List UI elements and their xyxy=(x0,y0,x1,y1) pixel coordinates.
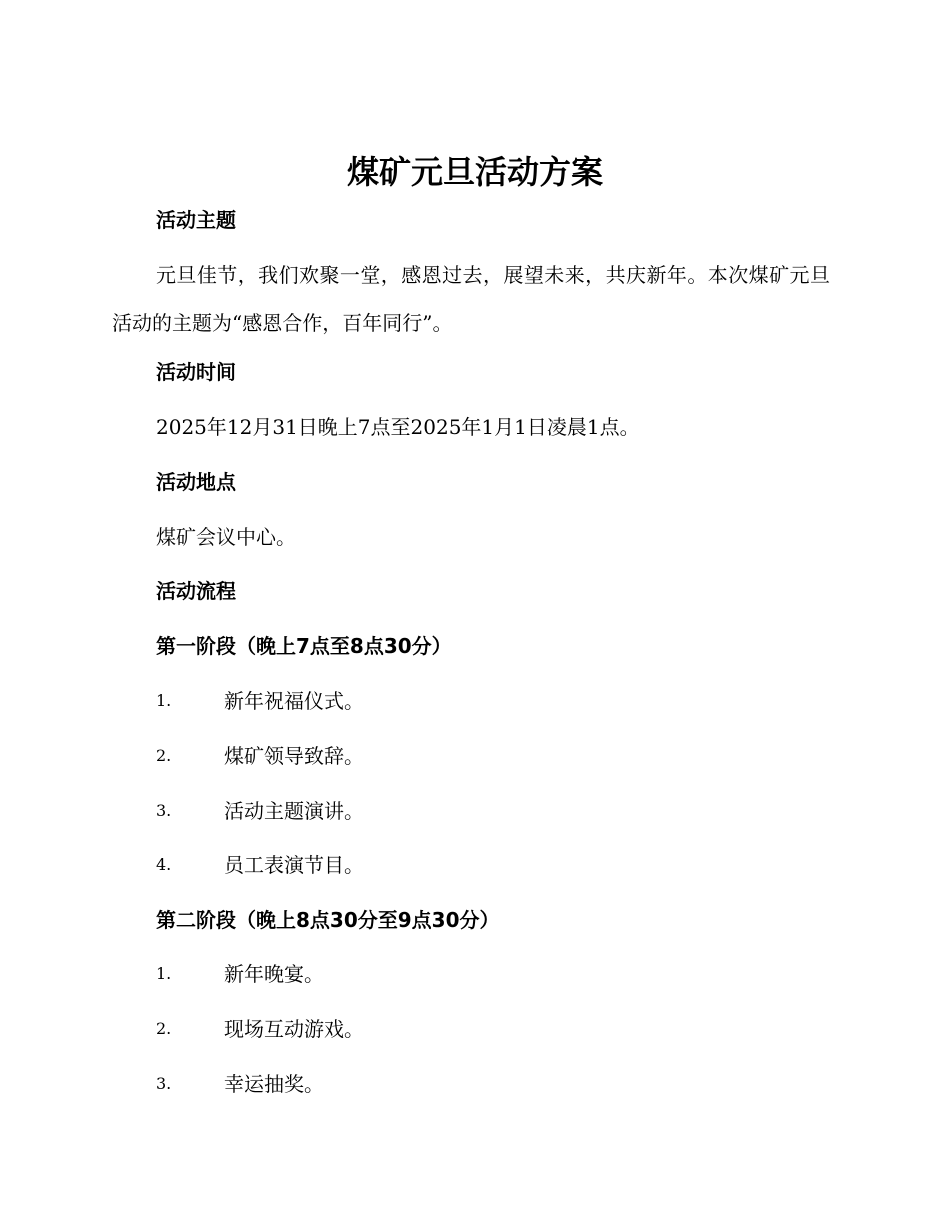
list-item-number: 4. xyxy=(156,855,172,874)
place-paragraph: 煤矿会议中心。 xyxy=(156,525,296,549)
list-item-number: 1. xyxy=(156,964,172,983)
list-item-text: 新年晚宴。 xyxy=(224,962,324,986)
document-title: 煤矿元旦活动方案 xyxy=(346,153,603,191)
list-item-text: 活动主题演讲。 xyxy=(224,799,364,823)
list-item-text: 现场互动游戏。 xyxy=(224,1017,364,1041)
section-heading-place: 活动地点 xyxy=(156,470,236,494)
list-item-number: 2. xyxy=(156,1019,172,1038)
section-heading-time: 活动时间 xyxy=(156,360,236,384)
list-item-text: 员工表演节目。 xyxy=(224,853,364,877)
section-heading-theme: 活动主题 xyxy=(156,208,236,232)
list-item-number: 2. xyxy=(156,746,172,765)
stage2-heading: 第二阶段（晚上8点30分至9点30分） xyxy=(156,908,500,932)
theme-paragraph: 元旦佳节，我们欢聚一堂，感恩过去，展望未来，共庆新年。本次煤矿元旦活动的主题为“感恩合作，百年同行”。 xyxy=(112,263,830,335)
list-item-text: 煤矿领导致辞。 xyxy=(224,744,364,768)
list-item-number: 1. xyxy=(156,691,172,710)
time-paragraph: 2025年12月31日晚上7点至2025年1月1日凌晨1点。 xyxy=(156,415,640,439)
stage1-heading: 第一阶段（晚上7点至8点30分） xyxy=(156,634,452,658)
list-item-text: 幸运抽奖。 xyxy=(224,1072,324,1096)
list-item-text: 新年祝福仪式。 xyxy=(224,689,364,713)
list-item-number: 3. xyxy=(156,801,172,820)
list-item-number: 3. xyxy=(156,1074,172,1093)
section-heading-process: 活动流程 xyxy=(156,579,236,603)
